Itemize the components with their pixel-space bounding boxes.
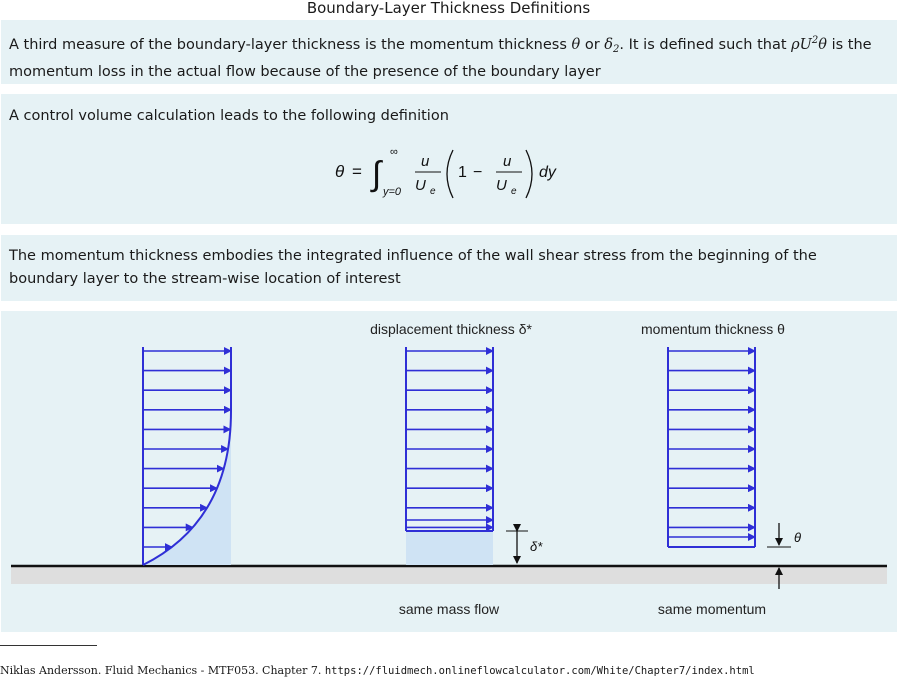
eq-one: 1 — [458, 164, 467, 181]
interpretation-text: The momentum thickness embodies the integrated influence of the wall shear stress from the beginning of the boundary layer to the stream-wise location of interest — [9, 248, 817, 287]
velocity-profile-momentum — [668, 347, 801, 589]
integral-upper-limit: ∞ — [390, 146, 398, 158]
left-paren — [447, 150, 453, 198]
footnote-author: Niklas Andersson. Fluid Mechanics - MTF053. Chapter 7. — [0, 664, 325, 677]
rho-u-symbol: ρU — [791, 37, 812, 53]
theta-symbol: θ — [571, 37, 581, 53]
velocity-profile-displacement — [406, 347, 543, 565]
ground-strip — [11, 566, 887, 584]
definition-text — [9, 29, 889, 84]
text-segment: A third measure of the boundary-layer thickness is the momentum thickness — [9, 37, 572, 53]
eq-minus: − — [473, 164, 483, 181]
delta-symbol: δ — [604, 37, 614, 53]
theta-label: θ — [794, 530, 802, 545]
delta-subscript: 2 — [613, 44, 620, 55]
footnote — [0, 664, 897, 677]
right-paren — [526, 150, 532, 198]
boundary-layer-figure — [1, 311, 897, 632]
delta-star-label: δ* — [530, 539, 543, 554]
integral-sign: ∫ — [372, 155, 382, 193]
same-mass-flow-caption: same mass flow — [398, 601, 500, 617]
fraction1-sub: e — [430, 186, 436, 197]
fraction2-sub: e — [511, 186, 517, 197]
footnote-rule — [0, 645, 97, 646]
figure-block — [1, 311, 897, 632]
momentum-thickness-label: momentum thickness θ — [641, 321, 785, 337]
same-momentum-caption: same momentum — [657, 601, 767, 617]
squared-exponent: 2 — [811, 35, 819, 46]
fraction1-numerator: u — [421, 153, 430, 170]
theta-symbol: θ — [818, 37, 827, 53]
footnote-url: https://fluidmech.onlineflowcalculator.com/White/Chapter7/index.html — [324, 665, 755, 677]
displacement-area — [406, 531, 493, 565]
eq-dy: dy — [539, 164, 556, 181]
momentum-thickness-equation — [1, 138, 897, 208]
displacement-thickness-label: displacement thickness δ* — [370, 321, 532, 337]
page-title: Boundary-Layer Thickness Definitions — [306, 0, 591, 17]
text-segment: . It is defined such that — [619, 37, 792, 53]
interpretation-block — [1, 235, 897, 301]
velocity-profile-actual — [143, 347, 231, 565]
eq-lhs: θ — [335, 162, 345, 181]
fraction2-denominator: U — [496, 177, 507, 194]
fraction2-numerator: u — [503, 153, 512, 170]
control-volume-block — [1, 94, 897, 224]
eq-equals: = — [352, 162, 362, 181]
text-segment: or — [580, 37, 605, 53]
definition-block — [1, 20, 897, 84]
integral-lower-limit: y=0 — [383, 186, 402, 198]
control-volume-text: A control volume calculation leads to the following definition — [9, 108, 449, 124]
fraction1-denominator: U — [415, 177, 426, 194]
text-segment: is the momentum loss in the actual flow because of the presence of the boundary layer — [9, 37, 872, 80]
